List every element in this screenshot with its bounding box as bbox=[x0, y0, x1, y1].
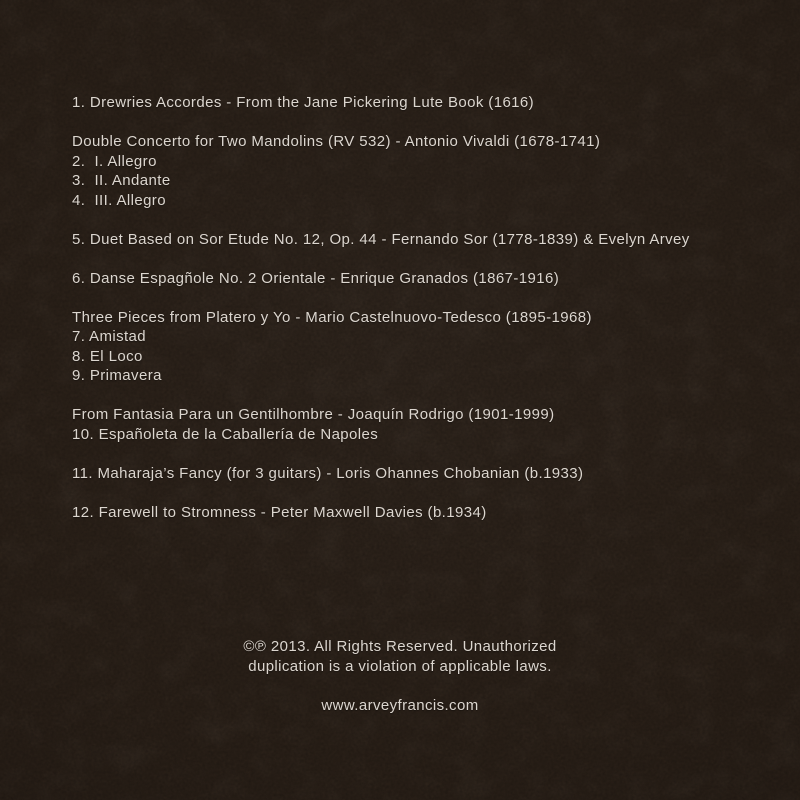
track-line: 4. III. Allegro bbox=[72, 191, 166, 209]
track-line: 8. El Loco bbox=[72, 347, 143, 365]
track-line: From Fantasia Para un Gentilhombre - Joaquín Rodrigo (1901-1999) bbox=[72, 406, 555, 423]
spacer-line bbox=[72, 386, 690, 406]
spacer-line bbox=[72, 249, 690, 269]
spacer-line bbox=[72, 210, 690, 230]
spacer-line bbox=[0, 676, 800, 696]
track-line: 12. Farewell to Stromness - Peter Maxwell Davies (b.1934) bbox=[72, 503, 487, 521]
track-line: 3. II. Andante bbox=[72, 172, 171, 189]
footer-line: www.arveyfrancis.com bbox=[321, 696, 479, 714]
track-line: 5. Duet Based on Sor Etude No. 12, Op. 44 - Fernando Sor (1778-1839) & Evelyn Arvey bbox=[72, 230, 690, 248]
track-list bbox=[72, 93, 690, 522]
spacer-line bbox=[72, 288, 690, 308]
footer-line: duplication is a violation of applicable laws. bbox=[248, 657, 552, 675]
track-line: Three Pieces from Platero y Yo - Mario Castelnuovo-Tedesco (1895-1968) bbox=[72, 308, 592, 326]
spacer-line bbox=[72, 444, 690, 464]
track-line: Double Concerto for Two Mandolins (RV 532) - Antonio Vivaldi (1678-1741) bbox=[72, 133, 601, 150]
track-line: 2. I. Allegro bbox=[72, 152, 157, 170]
track-line: 7. Amistad bbox=[72, 328, 147, 345]
track-line: 10. Españoleta de la Caballería de Napoles bbox=[72, 425, 379, 443]
spacer-line bbox=[72, 113, 690, 133]
copyright-footer bbox=[0, 637, 800, 715]
spacer-line bbox=[72, 483, 690, 503]
track-line: 9. Primavera bbox=[72, 367, 162, 384]
track-line: 1. Drewries Accordes - From the Jane Pickering Lute Book (1616) bbox=[72, 94, 535, 111]
footer-line: ©℗ 2013. All Rights Reserved. Unauthorized bbox=[243, 638, 557, 655]
track-line: 11. Maharaja’s Fancy (for 3 guitars) - Loris Ohannes Chobanian (b.1933) bbox=[72, 464, 584, 482]
track-line: 6. Danse Espagñole No. 2 Orientale - Enrique Granados (1867-1916) bbox=[72, 269, 560, 287]
